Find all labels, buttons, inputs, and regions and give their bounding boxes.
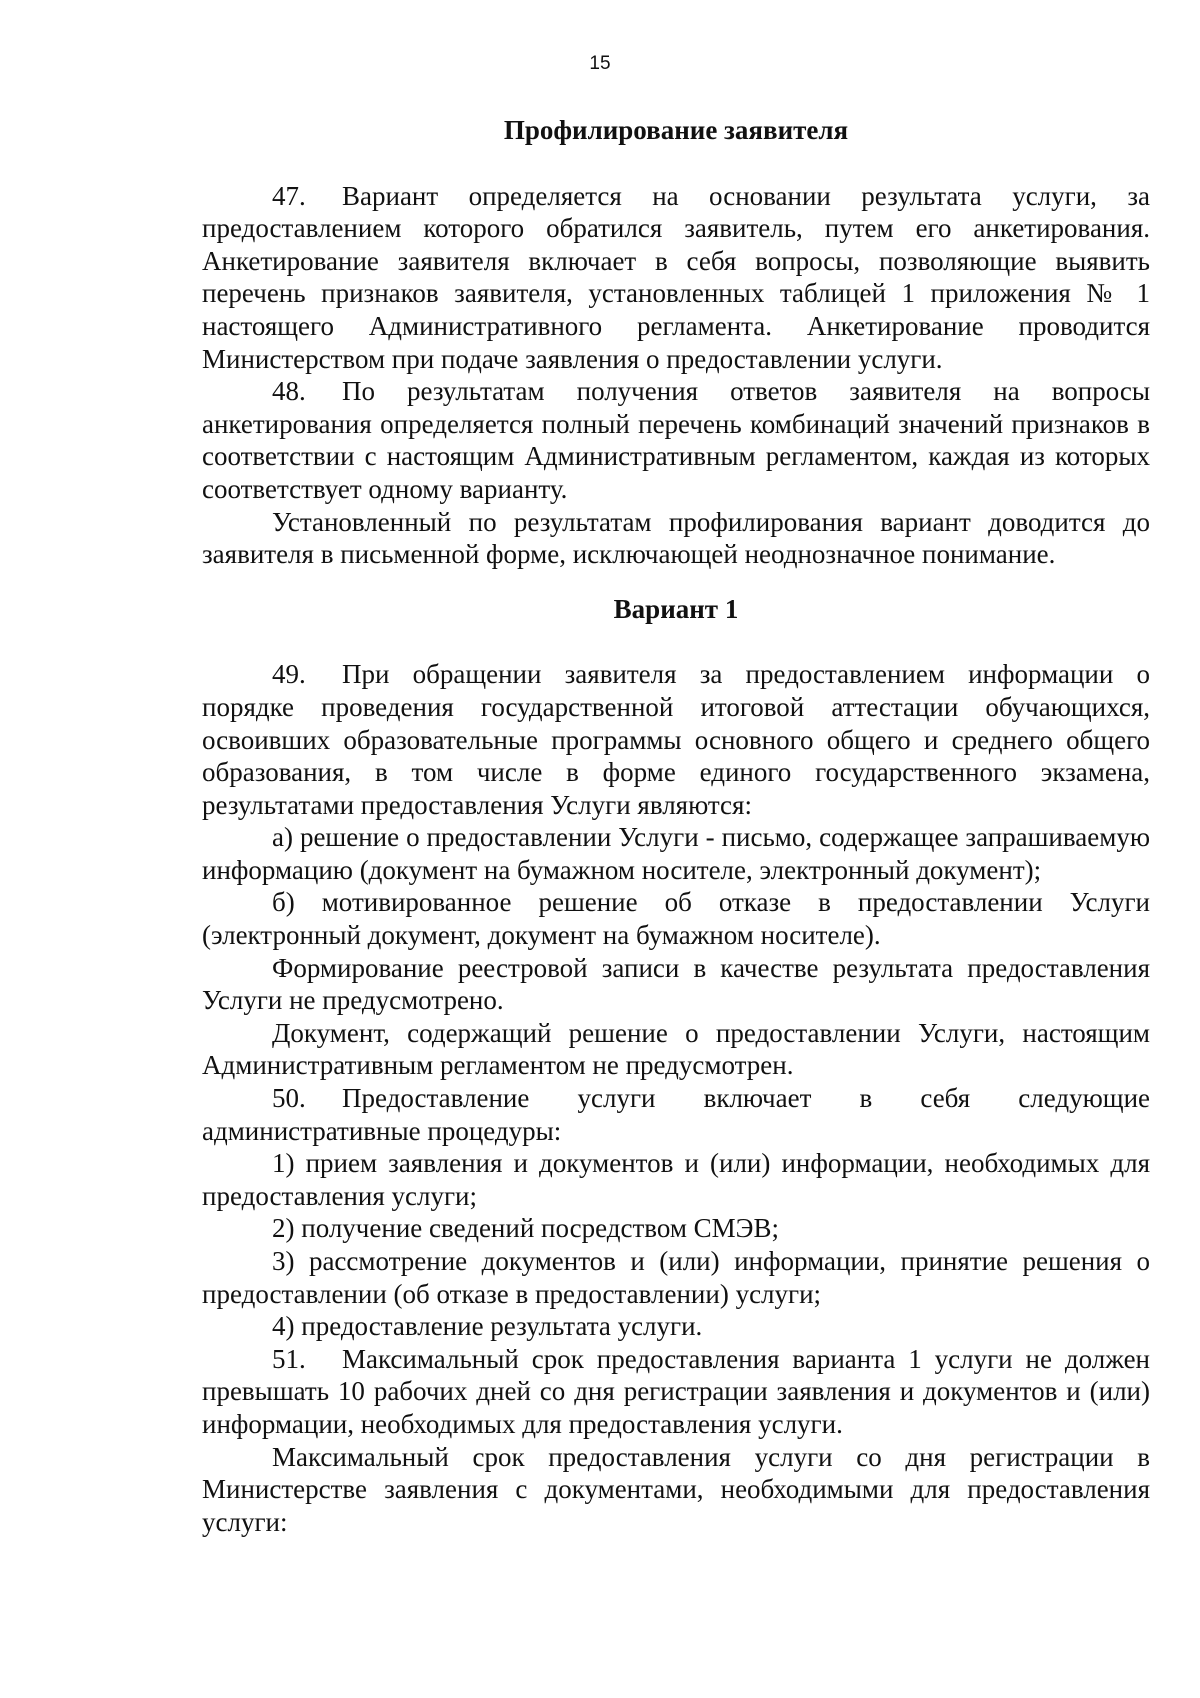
paragraph-registry-record: Формирование реестровой записи в качестве результата предоставления Услуги не предусмотрено. xyxy=(202,952,1150,1016)
procedure-item-3: 3) рассмотрение документов и (или) информации, принятие решения о предоставлении (об отказе в предоставлении) услуги; xyxy=(202,1246,1150,1309)
paragraph-47 xyxy=(202,180,1150,376)
paragraph-text: При обращении заявителя за предоставлением информации о порядке проведения государственной итоговой аттестации обучающихся, освоивших образовательные программы основного общего и среднего общего образования, в том числе в форме единого государственного экзамена, результатами предоставления Услуги являются: xyxy=(202,659,1150,820)
paragraph-49 xyxy=(202,658,1150,821)
paragraph-48-continuation: Установленный по результатам профилирования вариант доводится до заявителя в письменной форме, исключающей неоднозначное понимание. xyxy=(202,506,1150,570)
list-item-b: б) мотивированное решение об отказе в предоставлении Услуги (электронный документ, документ на бумажном носителе). xyxy=(202,887,1150,951)
paragraph-48 xyxy=(202,375,1150,505)
paragraph-51 xyxy=(202,1343,1150,1441)
paragraph-number: 48. xyxy=(272,376,306,407)
procedure-item-2: 2) получение сведений посредством СМЭВ; xyxy=(272,1213,780,1244)
paragraph-text: Предоставление услуги включает в себя следующие административные процедуры: xyxy=(202,1083,1150,1146)
paragraph-text: По результатам получения ответов заявителя на вопросы анкетирования определяется полный перечень комбинаций значений признаков в соответствии с настоящим Административным регламентом, каждая из которых соответствует одному варианту. xyxy=(202,376,1150,504)
paragraph-number: 49. xyxy=(272,659,306,690)
paragraph-text: Максимальный срок предоставления варианта 1 услуги не должен превышать 10 рабочих дней со дня регистрации заявления и документов и (или) информации, необходимых для предоставления услуги. xyxy=(202,1343,1150,1439)
paragraph-text: Вариант определяется на основании результата услуги, за предоставлением которого обратился заявитель, путем его анкетирования. Анкетирование заявителя включает в себя вопросы, позволяющие выявить перечень признаков заявителя, установленных таблицей 1 приложения № 1 настоящего Административного регламента. Анкетирование проводится Министерством при подаче заявления о предоставлении услуги. xyxy=(202,180,1150,374)
paragraph-decision-document: Документ, содержащий решение о предоставлении Услуги, настоящим Административным регламентом не предусмотрен. xyxy=(202,1017,1150,1081)
paragraph-number: 51. xyxy=(272,1343,306,1374)
section-heading-profiling: Профилирование заявителя xyxy=(503,115,849,145)
paragraph-51-continuation: Максимальный срок предоставления услуги со дня регистрации в Министерстве заявления с документами, необходимыми для предоставления услуги: xyxy=(202,1441,1150,1537)
section-heading-variant: Вариант 1 xyxy=(613,593,739,624)
paragraph-number: 50. xyxy=(272,1083,306,1114)
paragraph-number: 47. xyxy=(272,180,306,211)
procedure-item-4: 4) предоставление результата услуги. xyxy=(272,1311,703,1342)
procedure-item-1: 1) прием заявления и документов и (или) информации, необходимых для предоставления услуги; xyxy=(202,1148,1150,1211)
paragraph-50 xyxy=(202,1082,1150,1147)
list-item-a: а) решение о предоставлении Услуги - письмо, содержащее запрашиваемую информацию (документ на бумажном носителе, электронный документ); xyxy=(202,822,1150,885)
page-number: 15 xyxy=(589,53,611,74)
document-body xyxy=(202,114,1150,1538)
